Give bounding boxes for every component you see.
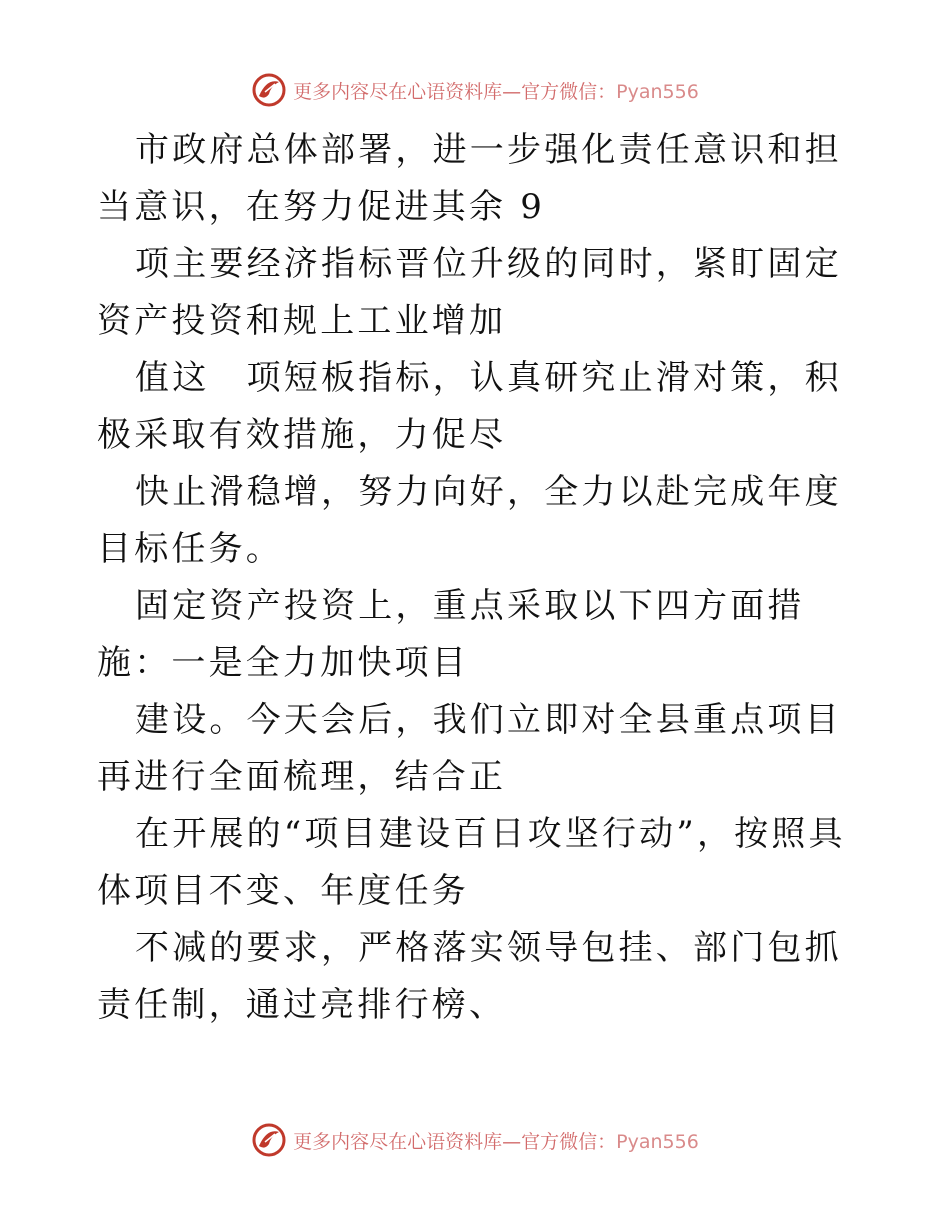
paragraph: 快止滑稳增，努力向好，全力以赴完成年度目标任务。 (97, 472, 842, 569)
paragraph: 固定资产投资上，重点采取以下四方面措施：一是全力加快项目 (97, 586, 805, 683)
paragraph: 不减的要求，严格落实领导包挂、部门包抓责任制，通过亮排行榜、 (97, 928, 842, 1025)
watermark-header (0, 70, 950, 110)
document-body (97, 122, 857, 1034)
red-ribbon-logo-icon (251, 72, 287, 108)
watermark-text: 更多内容尽在心语资料库—官方微信：Pyan556 (293, 80, 699, 103)
watermark-footer (0, 1120, 950, 1160)
paragraph: 在开展的“项目建设百日攻坚行动”，按照具体项目不变、年度任务 (97, 814, 846, 911)
paragraph: 值这 项短板指标，认真研究止滑对策，积极采取有效措施，力促尽 (97, 358, 842, 455)
watermark-text: 更多内容尽在心语资料库—官方微信：Pyan556 (293, 1130, 699, 1153)
paragraph: 建设。今天会后，我们立即对全县重点项目再进行全面梳理，结合正 (97, 700, 842, 797)
paragraph: 市政府总体部署，进一步强化责任意识和担当意识，在努力促进其余 9 (97, 130, 842, 227)
paragraph: 项主要经济指标晋位升级的同时，紧盯固定资产投资和规上工业增加 (97, 244, 842, 341)
red-ribbon-logo-icon (251, 1122, 287, 1158)
